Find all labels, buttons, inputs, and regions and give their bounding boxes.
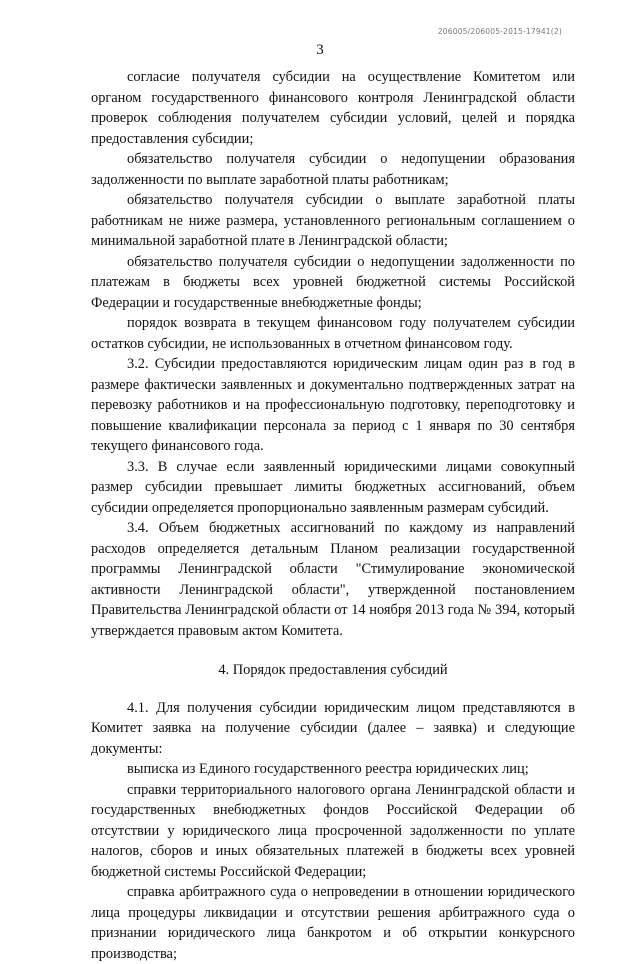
paragraph: выписка из Единого государственного реестра юридических лиц; (127, 761, 529, 777)
paragraph: обязательство получателя субсидии о выплате заработной платы работникам не ниже размера, установленного региональным соглашением о минимальной заработной плате в Ленинградской области; (91, 192, 575, 249)
paragraph: 4.1. Для получения субсидии юридическим лицом представляются в Комитет заявка на получение субсидии (далее – заявка) и следующие документы: (91, 699, 575, 757)
document-body (91, 67, 575, 964)
page-number: 3 (316, 42, 324, 58)
paragraph: согласие получателя субсидии на осуществление Комитетом или органом государственного финансового контроля Ленинградской области проверок соблюдения получателем субсидии условий, целей и порядка предоставления субсидии; (91, 69, 575, 147)
paragraph: 3.3. В случае если заявленный юридическими лицами совокупный размер субсидии превышает лимиты бюджетных ассигнований, объем субсидии определяется пропорционально заявленным размерам субсидий. (91, 458, 575, 516)
paragraph: справка арбитражного суда о непроведении в отношении юридического лица процедуры ликвидации и отсутствии решения арбитражного суда о признании юридического лица банкротом и об открытии конкурсного производства; (91, 884, 575, 962)
paragraph: обязательство получателя субсидии о недопущении задолженности по платежам в бюджеты всех уровней бюджетной системы Российской Федерации и государственные внебюджетные фонды; (91, 253, 575, 311)
paragraph: справки территориального налогового органа Ленинградской области и государственных внебюджетных фондов Российской Федерации об отсутствии у юридического лица просроченной задолженности по уплате налогов, сборов и иных обязательных платежей в бюджеты всех уровней бюджетной системы Российской Федерации; (91, 781, 575, 880)
document-id: 206005/206005-2015-17941(2) (437, 27, 562, 36)
paragraph: 3.2. Субсидии предоставляются юридическим лицам один раз в год в размере фактически заявленных и документально подтвержденных затрат на перевозку работников и на профессиональную подготовку, переподготовку и повышение квалификации персонала за период с 1 января по 30 сентября текущего финансового года. (91, 356, 575, 454)
paragraph: 3.4. Объем бюджетных ассигнований по каждому из направлений расходов определяется детальным Планом реализации государственной программы Ленинградской области "Стимулирование экономической активности Ленинградской области", утвержденной постановлением Правительства Ленинградской области от 14 ноября 2013 года № 394, который утверждается правовым актом Комитета. (91, 520, 575, 639)
section-heading: 4. Порядок предоставления субсидий (218, 662, 448, 678)
paragraph: обязательство получателя субсидии о недопущении образования задолженности по выплате заработной платы работникам; (91, 151, 575, 188)
paragraph: порядок возврата в текущем финансовом году получателем субсидии остатков субсидии, не использованных в отчетном финансовом году. (91, 315, 575, 352)
